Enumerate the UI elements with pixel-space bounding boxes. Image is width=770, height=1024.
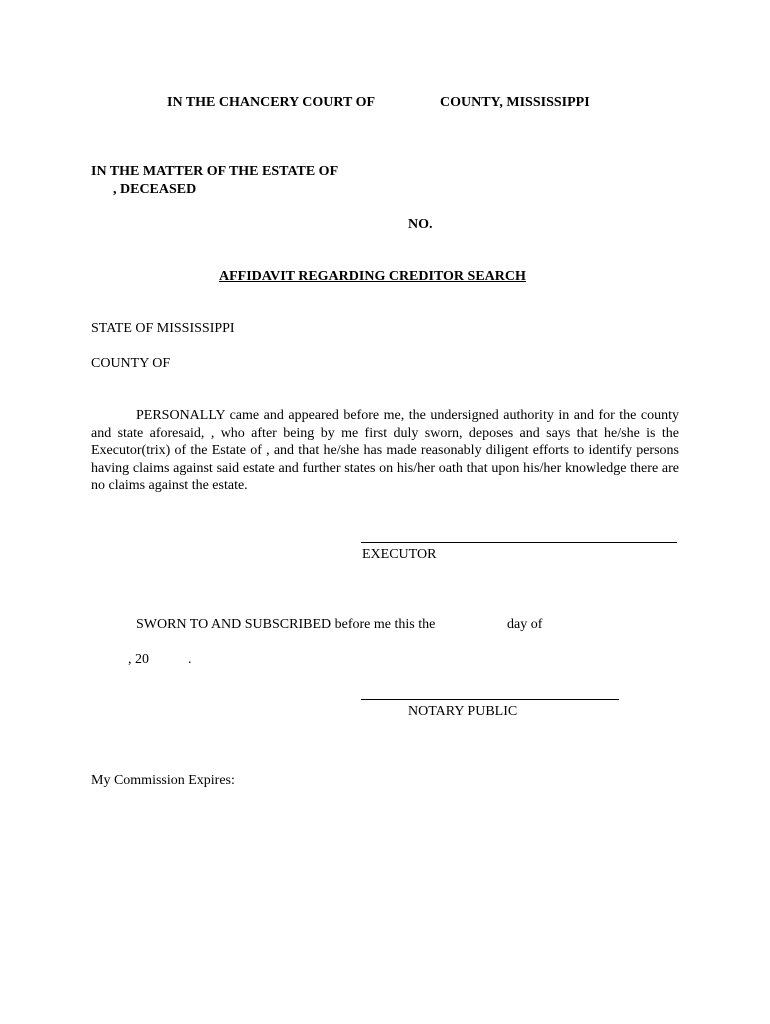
estate-matter-line: IN THE MATTER OF THE ESTATE OF: [91, 164, 339, 179]
jurat-day-of: day of: [507, 617, 543, 632]
commission-expires-label: My Commission Expires:: [91, 773, 235, 788]
jurat-sworn-text: SWORN TO AND SUBSCRIBED before me this the: [136, 617, 436, 632]
document-title: AFFIDAVIT REGARDING CREDITOR SEARCH: [219, 269, 526, 284]
court-county-right: COUNTY, MISSISSIPPI: [440, 95, 590, 110]
jurat-year: , 20: [128, 652, 149, 667]
executor-label: EXECUTOR: [362, 547, 437, 562]
venue-state: STATE OF MISSISSIPPI: [91, 321, 235, 336]
notary-label: NOTARY PUBLIC: [408, 704, 518, 719]
case-number-label: NO.: [408, 217, 433, 232]
jurat-year-period: .: [188, 652, 192, 667]
court-name-left: IN THE CHANCERY COURT OF: [167, 95, 376, 110]
affidavit-body-paragraph: PERSONALLY came and appeared before me, the undersigned authority in and for the county and state aforesaid, , who after being by me first duly sworn, deposes and says that he/she is the Executor(trix) of the Estate of , and that he/she has made reasonably diligent efforts to identify persons having claims against said estate and further states on his/her oath that upon his/her knowledge there are no claims against the estate.: [91, 408, 679, 493]
deceased-line: , DECEASED: [113, 182, 197, 197]
notary-signature-line: [361, 699, 619, 700]
executor-signature-line: [361, 542, 677, 543]
venue-county: COUNTY OF: [91, 356, 171, 371]
